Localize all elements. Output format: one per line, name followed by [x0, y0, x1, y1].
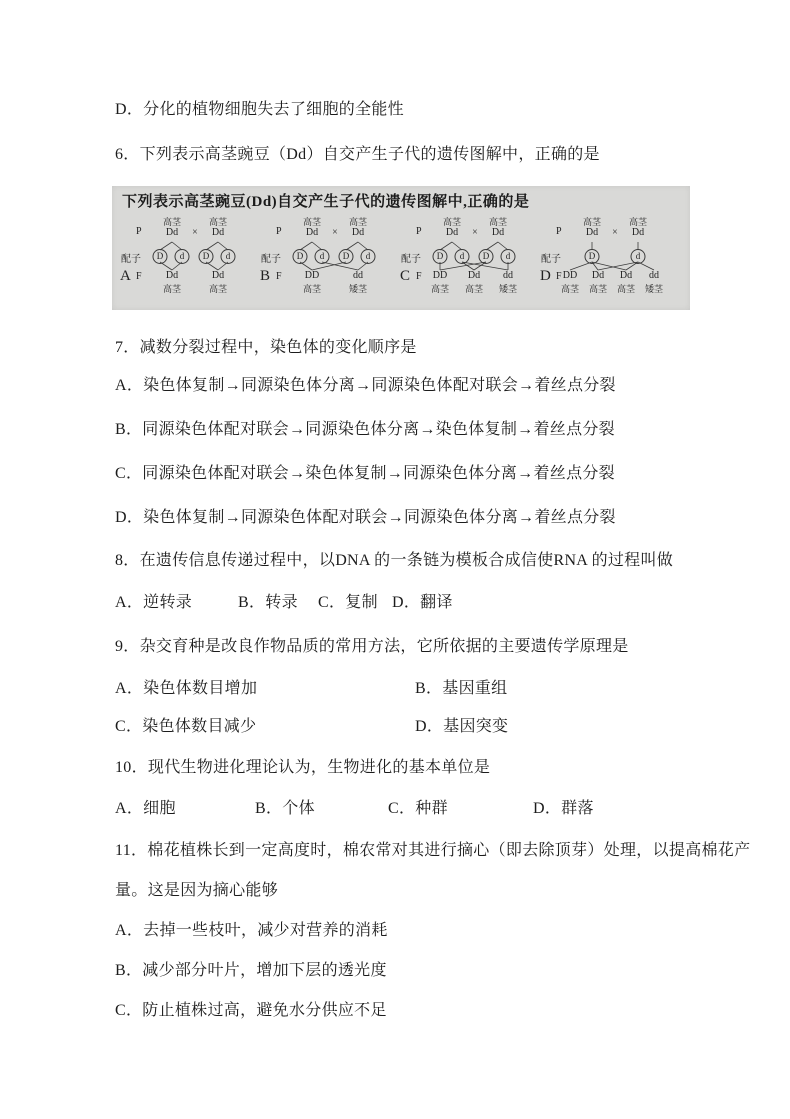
gamete-circle: d: [455, 249, 470, 264]
q6-figure-image: [112, 186, 690, 310]
question-7-option-b: B．同源染色体配对联会→同源染色体分离→染色体复制→着丝点分裂: [115, 421, 615, 438]
gamete-circle: d: [315, 249, 330, 264]
question-11-option-c: C．防止植株过高，避免水分供应不足: [115, 1002, 387, 1019]
row-label-p: P: [556, 226, 562, 237]
cross-icon: ×: [192, 227, 198, 238]
parent-genotype: Dd: [165, 227, 179, 238]
parent-phenotype: 高茎: [582, 217, 602, 227]
gamete-circle: d: [175, 249, 190, 264]
row-label-gametes: 配子: [541, 254, 561, 265]
row-label-gametes: 配子: [261, 254, 281, 265]
parent-genotype: Dd: [305, 227, 319, 238]
question-10-option-b: B．个体: [255, 800, 315, 817]
gamete-circle: D: [339, 249, 354, 264]
question-8-option-b: B．转录: [238, 594, 298, 611]
figure-title: 下列表示高茎豌豆(Dd)自交产生子代的遗传图解中,正确的是: [122, 194, 530, 210]
gamete-circle: D: [293, 249, 308, 264]
parent-phenotype: 高茎: [208, 217, 228, 227]
gamete-circle: D: [153, 249, 168, 264]
offspring-phenotype: 高茎: [616, 284, 636, 294]
row-label-f: F: [416, 271, 422, 282]
question-8-option-a: A．逆转录: [115, 594, 193, 611]
offspring-phenotype: 高茎: [464, 284, 484, 294]
cross-icon: ×: [612, 227, 618, 238]
option-letter: C: [400, 268, 411, 284]
row-label-f: F: [556, 271, 562, 282]
question-10-option-d: D．群落: [533, 800, 594, 817]
parent-genotype: Dd: [491, 227, 505, 238]
parent-phenotype: 高茎: [628, 217, 648, 227]
row-label-p: P: [416, 226, 422, 237]
offspring-genotype: dd: [503, 270, 513, 281]
gamete-circle: D: [479, 249, 494, 264]
parent-genotype: Dd: [631, 227, 645, 238]
parent-phenotype: 高茎: [348, 217, 368, 227]
parent-genotype: Dd: [211, 227, 225, 238]
offspring-phenotype: 高茎: [588, 284, 608, 294]
question-11-option-a: A．去掉一些枝叶，减少对营养的消耗: [115, 922, 388, 939]
row-label-gametes: 配子: [121, 254, 141, 265]
question-10-stem: 10．现代生物进化理论认为，生物进化的基本单位是: [115, 759, 491, 776]
offspring-phenotype: 高茎: [162, 284, 182, 294]
genetic-diagrams: [112, 186, 690, 310]
offspring-genotype: DD: [432, 270, 448, 281]
offspring-phenotype: 高茎: [208, 284, 228, 294]
question-7-option-d: D．染色体复制→同源染色体配对联会→同源染色体分离→着丝点分裂: [115, 509, 616, 526]
gamete-circle: D: [585, 249, 600, 264]
question-11-stem-line2: 量。这是因为摘心能够: [115, 882, 279, 899]
question-11-option-b: B．减少部分叶片，增加下层的透光度: [115, 962, 387, 979]
parent-phenotype: 高茎: [162, 217, 182, 227]
offspring-phenotype: 高茎: [560, 284, 580, 294]
parent-genotype: Dd: [585, 227, 599, 238]
offspring-phenotype: 矮茎: [498, 284, 518, 294]
question-7-stem: 7．减数分裂过程中，染色体的变化顺序是: [115, 339, 417, 356]
question-10-option-a: A．细胞: [115, 800, 176, 817]
cross-icon: ×: [472, 227, 478, 238]
diagram-B: [260, 214, 395, 298]
offspring-phenotype: 高茎: [430, 284, 450, 294]
question-9-stem: 9．杂交育种是改良作物品质的常用方法，它所依据的主要遗传学原理是: [115, 638, 629, 655]
question-9-option-b: B．基因重组: [415, 680, 508, 697]
parent-genotype: Dd: [445, 227, 459, 238]
offspring-genotype: Dd: [165, 270, 179, 281]
row-label-f: F: [276, 271, 282, 282]
gamete-circle: d: [361, 249, 376, 264]
offspring-genotype: dd: [649, 270, 659, 281]
parent-phenotype: 高茎: [302, 217, 322, 227]
question-11-stem-line1: 11．棉花植株长到一定高度时，棉农常对其进行摘心（即去除顶芽）处理，以提高棉花产: [115, 842, 751, 859]
question-5-option-d: D．分化的植物细胞失去了细胞的全能性: [115, 101, 404, 118]
question-7-option-c: C．同源染色体配对联会→染色体复制→同源染色体分离→着丝点分裂: [115, 465, 615, 482]
question-7-option-a: A．染色体复制→同源染色体分离→同源染色体配对联会→着丝点分裂: [115, 377, 616, 394]
question-9-option-d: D．基因突变: [415, 718, 509, 735]
question-8-option-c: C．复制: [318, 594, 378, 611]
option-letter: B: [260, 268, 271, 284]
offspring-genotype: Dd: [211, 270, 225, 281]
parent-phenotype: 高茎: [488, 217, 508, 227]
question-6-stem: 6．下列表示高茎豌豆（Dd）自交产生子代的遗传图解中，正确的是: [115, 146, 600, 163]
offspring-genotype: Dd: [467, 270, 481, 281]
offspring-genotype: dd: [353, 270, 363, 281]
gamete-circle: d: [501, 249, 516, 264]
parent-phenotype: 高茎: [442, 217, 462, 227]
offspring-phenotype: 矮茎: [348, 284, 368, 294]
offspring-genotype: DD: [304, 270, 320, 281]
question-9-option-a: A．染色体数目增加: [115, 680, 258, 697]
diagram-D: [540, 214, 675, 298]
question-9-option-c: C．染色体数目减少: [115, 718, 257, 735]
offspring-genotype: Dd: [591, 270, 605, 281]
offspring-genotype: DD: [562, 270, 578, 281]
gamete-circle: D: [433, 249, 448, 264]
gamete-circle: d: [221, 249, 236, 264]
option-letter: A: [120, 268, 131, 284]
question-10-option-c: C．种群: [388, 800, 448, 817]
diagram-C: [400, 214, 535, 298]
cross-icon: ×: [332, 227, 338, 238]
parent-genotype: Dd: [351, 227, 365, 238]
offspring-genotype: Dd: [619, 270, 633, 281]
question-8-option-d: D．翻译: [392, 594, 453, 611]
offspring-phenotype: 矮茎: [644, 284, 664, 294]
row-label-f: F: [136, 271, 142, 282]
option-letter: D: [540, 268, 551, 284]
question-8-stem: 8．在遗传信息传递过程中，以DNA 的一条链为模板合成信使RNA 的过程叫做: [115, 552, 674, 569]
diagram-A: [120, 214, 255, 298]
row-label-gametes: 配子: [401, 254, 421, 265]
offspring-phenotype: 高茎: [302, 284, 322, 294]
row-label-p: P: [136, 226, 142, 237]
gamete-circle: d: [631, 249, 646, 264]
row-label-p: P: [276, 226, 282, 237]
gamete-circle: D: [199, 249, 214, 264]
